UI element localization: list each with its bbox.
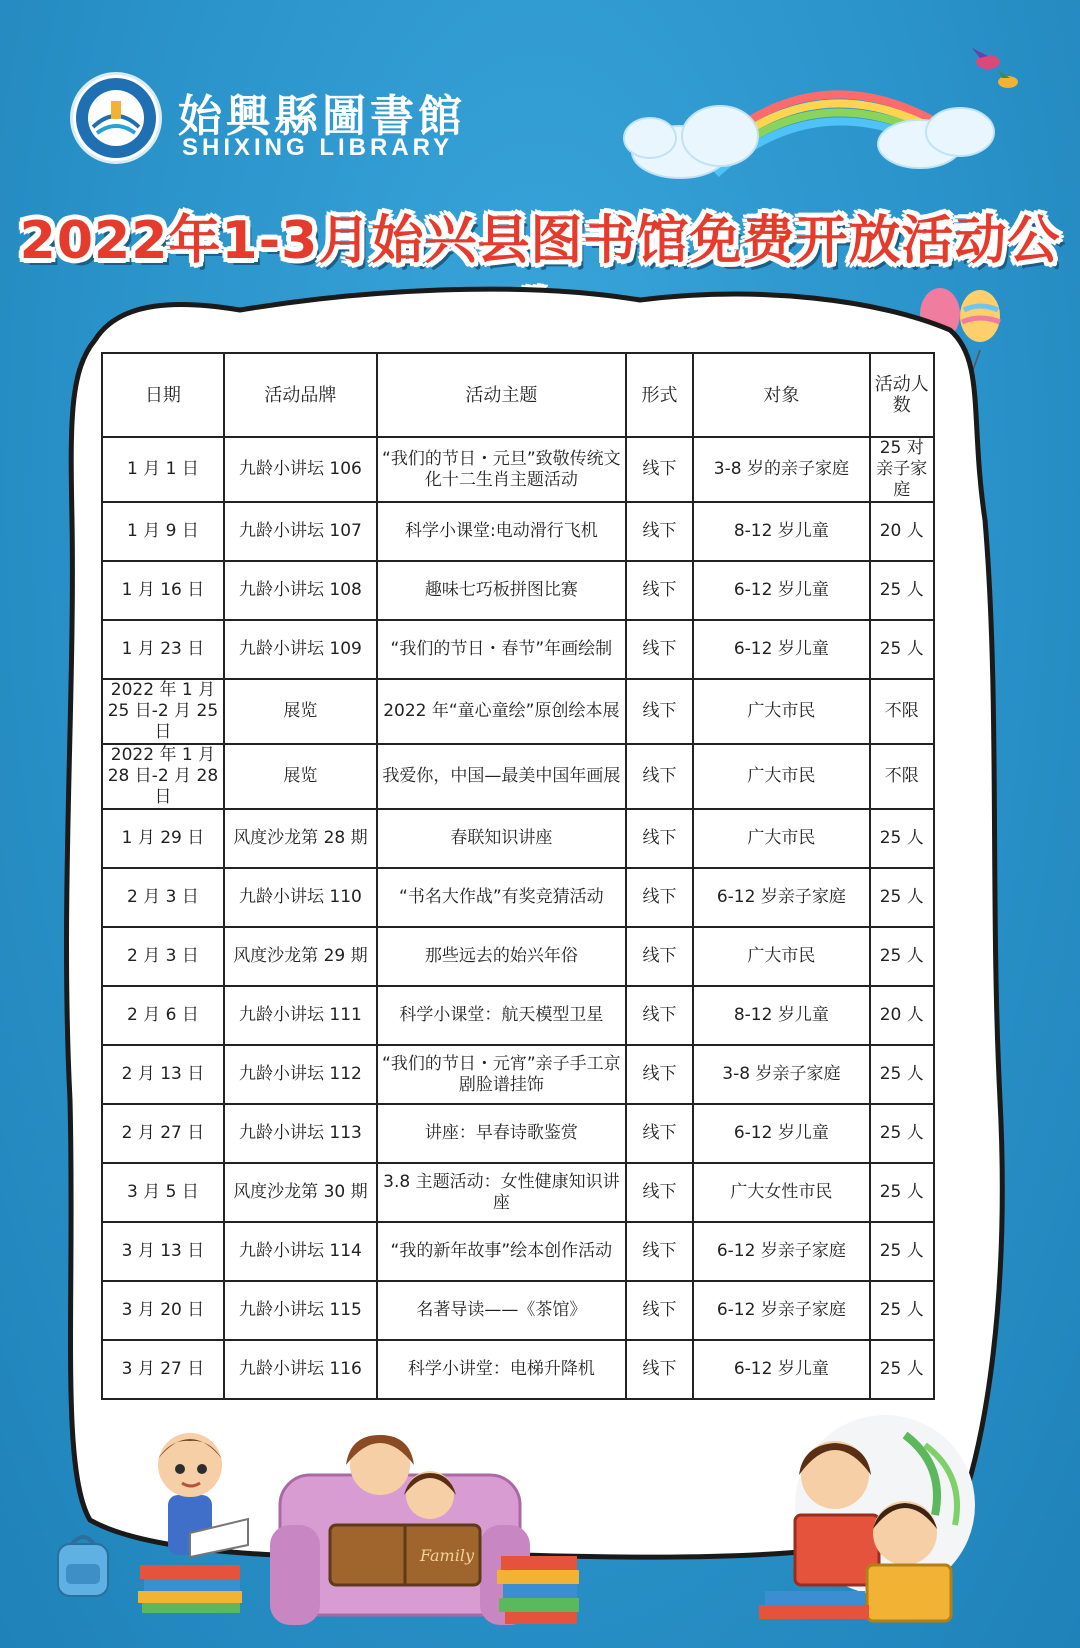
cell-form: 线下	[626, 986, 693, 1045]
table-row	[102, 744, 934, 809]
book-family-label: Family	[420, 1546, 474, 1565]
cell-date: 1 月 29 日	[102, 809, 224, 868]
cell-brand: 九龄小讲坛 107	[224, 502, 377, 561]
cell-brand: 九龄小讲坛 112	[224, 1045, 377, 1104]
cell-audience: 广大市民	[693, 744, 869, 809]
cell-date: 3 月 20 日	[102, 1281, 224, 1340]
book-stack-icon	[495, 1548, 585, 1628]
cell-audience: 广大市民	[693, 809, 869, 868]
cell-audience: 广大市民	[693, 679, 869, 744]
cell-count: 20 人	[870, 502, 935, 561]
table-row	[102, 620, 934, 679]
cell-theme: 3.8 主题活动：女性健康知识讲座	[377, 1163, 626, 1222]
cell-theme: 趣味七巧板拼图比赛	[377, 561, 626, 620]
cell-count: 25 人	[870, 809, 935, 868]
table-row	[102, 986, 934, 1045]
cell-theme: 讲座：早春诗歌鉴赏	[377, 1104, 626, 1163]
cell-date: 2 月 3 日	[102, 927, 224, 986]
cell-count: 25 人	[870, 1281, 935, 1340]
cell-date: 2 月 13 日	[102, 1045, 224, 1104]
cell-theme: “我们的节日・元旦”致敬传统文化十二生肖主题活动	[377, 437, 626, 502]
table-row	[102, 868, 934, 927]
library-name-cn: 始興縣圖書館	[178, 91, 466, 142]
cell-audience: 6-12 岁儿童	[693, 561, 869, 620]
cell-brand: 展览	[224, 679, 377, 744]
cell-date: 1 月 23 日	[102, 620, 224, 679]
cell-brand: 九龄小讲坛 109	[224, 620, 377, 679]
table-row	[102, 927, 934, 986]
cell-date: 2 月 6 日	[102, 986, 224, 1045]
cell-audience: 3-8 岁的亲子家庭	[693, 437, 869, 502]
cell-form: 线下	[626, 809, 693, 868]
cell-count: 25 人	[870, 1340, 935, 1399]
cell-date: 2 月 27 日	[102, 1104, 224, 1163]
cell-theme: 科学小课堂:电动滑行飞机	[377, 502, 626, 561]
header-date: 日期	[102, 353, 224, 437]
header-form: 形式	[626, 353, 693, 437]
cell-audience: 8-12 岁儿童	[693, 986, 869, 1045]
cell-count: 25 人	[870, 1163, 935, 1222]
cell-audience: 6-12 岁儿童	[693, 620, 869, 679]
cell-date: 2022 年 1 月 25 日-2 月 25 日	[102, 679, 224, 744]
header-count: 活动人数	[870, 353, 935, 437]
cell-brand: 九龄小讲坛 113	[224, 1104, 377, 1163]
table-header-row	[102, 353, 934, 437]
header-audience: 对象	[693, 353, 869, 437]
table-row	[102, 437, 934, 502]
cell-date: 1 月 9 日	[102, 502, 224, 561]
cell-count: 25 人	[870, 927, 935, 986]
cell-brand: 九龄小讲坛 108	[224, 561, 377, 620]
table-row	[102, 679, 934, 744]
cell-form: 线下	[626, 502, 693, 561]
cell-date: 1 月 1 日	[102, 437, 224, 502]
cell-theme: 科学小课堂：航天模型卫星	[377, 986, 626, 1045]
schedule-table	[101, 352, 935, 1400]
cell-audience: 广大市民	[693, 927, 869, 986]
cell-theme: 2022 年“童心童绘”原创绘本展	[377, 679, 626, 744]
cell-date: 3 月 13 日	[102, 1222, 224, 1281]
cell-brand: 九龄小讲坛 115	[224, 1281, 377, 1340]
cell-brand: 风度沙龙第 30 期	[224, 1163, 377, 1222]
cell-brand: 九龄小讲坛 106	[224, 437, 377, 502]
cell-theme: 名著导读——《茶馆》	[377, 1281, 626, 1340]
cell-audience: 广大女性市民	[693, 1163, 869, 1222]
cell-theme: “书名大作战”有奖竞猜活动	[377, 868, 626, 927]
cell-date: 3 月 5 日	[102, 1163, 224, 1222]
cell-audience: 6-12 岁亲子家庭	[693, 868, 869, 927]
cell-form: 线下	[626, 437, 693, 502]
cell-audience: 6-12 岁亲子家庭	[693, 1281, 869, 1340]
cell-form: 线下	[626, 1163, 693, 1222]
backpack-icon	[50, 1530, 116, 1600]
reading-kids-icon	[755, 1405, 990, 1630]
cell-theme: 我爱你，中国—最美中国年画展	[377, 744, 626, 809]
table-row	[102, 502, 934, 561]
cell-audience: 6-12 岁亲子家庭	[693, 1222, 869, 1281]
mother-daughter-sofa-icon	[270, 1415, 530, 1630]
cell-form: 线下	[626, 1045, 693, 1104]
cell-form: 线下	[626, 1222, 693, 1281]
cell-form: 线下	[626, 679, 693, 744]
cell-form: 线下	[626, 744, 693, 809]
cell-count: 25 人	[870, 620, 935, 679]
cell-theme: 那些远去的始兴年俗	[377, 927, 626, 986]
table-body	[102, 437, 934, 1399]
cell-count: 25 人	[870, 868, 935, 927]
cell-theme: “我们的节日・元宵”亲子手工京剧脸谱挂饰	[377, 1045, 626, 1104]
cell-audience: 6-12 岁儿童	[693, 1104, 869, 1163]
cell-audience: 8-12 岁儿童	[693, 502, 869, 561]
cell-form: 线下	[626, 868, 693, 927]
cell-audience: 3-8 岁亲子家庭	[693, 1045, 869, 1104]
cell-audience: 6-12 岁儿童	[693, 1340, 869, 1399]
table-row	[102, 1281, 934, 1340]
cell-date: 2 月 3 日	[102, 868, 224, 927]
cell-brand: 九龄小讲坛 114	[224, 1222, 377, 1281]
cell-form: 线下	[626, 1104, 693, 1163]
cell-brand: 九龄小讲坛 111	[224, 986, 377, 1045]
cell-date: 1 月 16 日	[102, 561, 224, 620]
cell-count: 25 对亲子家庭	[870, 437, 935, 502]
cell-brand: 风度沙龙第 29 期	[224, 927, 377, 986]
cell-form: 线下	[626, 927, 693, 986]
cell-brand: 展览	[224, 744, 377, 809]
cell-count: 25 人	[870, 1045, 935, 1104]
cell-form: 线下	[626, 620, 693, 679]
table-row	[102, 1222, 934, 1281]
cell-date: 3 月 27 日	[102, 1340, 224, 1399]
table-row	[102, 1340, 934, 1399]
library-name-en: SHIXING LIBRARY	[182, 134, 454, 161]
cell-theme: “我的新年故事”绘本创作活动	[377, 1222, 626, 1281]
cell-brand: 九龄小讲坛 116	[224, 1340, 377, 1399]
cell-theme: 春联知识讲座	[377, 809, 626, 868]
header-brand: 活动品牌	[224, 353, 377, 437]
cell-theme: “我们的节日・春节”年画绘制	[377, 620, 626, 679]
cell-form: 线下	[626, 1340, 693, 1399]
cell-form: 线下	[626, 1281, 693, 1340]
page-title: 2022年1-3月始兴县图书馆免费开放活动公	[19, 211, 1061, 271]
cell-brand: 九龄小讲坛 110	[224, 868, 377, 927]
table-row	[102, 561, 934, 620]
cell-date: 2022 年 1 月 28 日-2 月 28 日	[102, 744, 224, 809]
cell-theme: 科学小讲堂：电梯升降机	[377, 1340, 626, 1399]
table-row	[102, 1163, 934, 1222]
table-row	[102, 809, 934, 868]
cell-count: 不限	[870, 679, 935, 744]
reading-boy-icon	[130, 1415, 260, 1615]
cell-count: 不限	[870, 744, 935, 809]
cell-brand: 风度沙龙第 28 期	[224, 809, 377, 868]
header-theme: 活动主题	[377, 353, 626, 437]
cell-count: 20 人	[870, 986, 935, 1045]
cell-count: 25 人	[870, 1104, 935, 1163]
cell-form: 线下	[626, 561, 693, 620]
table-row	[102, 1104, 934, 1163]
cell-count: 25 人	[870, 561, 935, 620]
cell-count: 25 人	[870, 1222, 935, 1281]
table-row	[102, 1045, 934, 1104]
